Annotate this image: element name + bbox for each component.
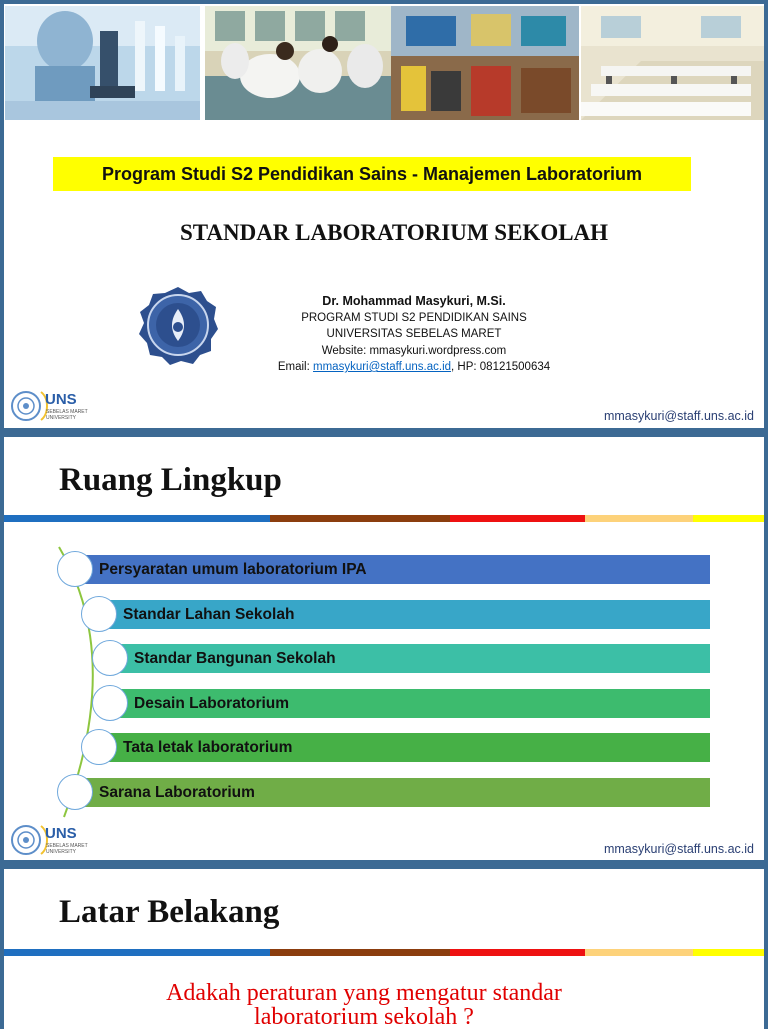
scope-item-3 [111,644,710,673]
scope-item-4 [111,689,710,718]
timeline-node [92,685,128,721]
bar-segment-blue [4,949,270,956]
uns-logo [9,820,89,860]
scope-item-label: Standar Lahan Sekolah [123,605,295,623]
microscope-photo [5,6,200,120]
uns-logo-subtext-2: UNIVERSITY [46,415,77,421]
scope-item-label: Tata letak laboratorium [123,738,293,756]
slide-heading: Latar Belakang [59,894,280,930]
empty-lab-room-photo [581,6,764,120]
footer-email: mmasykuri@staff.uns.ac.id [603,842,754,856]
research-question [4,981,764,1029]
program-name: PROGRAM STUDI S2 PENDIDIKAN SAINS [301,311,527,324]
title-slide [4,4,764,428]
scope-item-label: Desain Laboratorium [134,694,290,712]
slide-heading: Ruang Lingkup [59,462,282,498]
question-line-2: laboratorium sekolah ? [254,1004,474,1029]
timeline-node [57,551,93,587]
university-seal-icon [137,285,219,365]
scope-slide [4,437,764,860]
scope-item-label: Persyaratan umum laboratorium IPA [99,560,367,578]
scope-item-label: Standar Bangunan Sekolah [134,649,336,667]
background-slide [4,869,764,1029]
bar-segment-brown [270,949,450,956]
scope-item-2 [100,600,710,629]
uns-logo-text: UNS [45,391,77,408]
uns-logo-subtext-1: SEBELAS MARET [46,409,88,415]
program-banner: Program Studi S2 Pendidikan Sains - Manajemen Laboratorium [53,157,691,191]
author-info [214,293,614,376]
timeline-node [81,729,117,765]
students-lab-photo [205,6,391,120]
question-line-1: Adakah peraturan yang mengatur standar [166,980,562,1006]
timeline-node [57,774,93,810]
color-divider-bar [4,949,764,956]
website-text: Website: mmasykuri.wordpress.com [321,344,507,357]
bar-segment-peach [585,949,693,956]
scope-item-6 [76,778,710,807]
contact-line [214,359,614,376]
scope-item-5 [100,733,710,762]
scope-item-label: Sarana Laboratorium [99,783,255,801]
uns-logo [9,386,89,426]
timeline-node [81,596,117,632]
uns-logo-subtext-1: SEBELAS MARET [46,843,88,849]
lab-storage-photo [391,6,579,120]
author-name: Dr. Mohammad Masykuri, M.Si. [322,294,506,308]
scope-item-1 [76,555,710,584]
presentation-title: STANDAR LABORATORIUM SEKOLAH [179,220,609,245]
bar-segment-red [450,949,585,956]
footer-email: mmasykuri@staff.uns.ac.id [603,409,754,423]
bar-segment-yellow [693,949,764,956]
uns-logo-subtext-2: UNIVERSITY [46,849,77,855]
email-label: Email: [277,361,314,373]
uns-logo-text: UNS [45,825,77,842]
email-link[interactable]: mmasykuri@staff.uns.ac.id [313,361,452,373]
phone-text: , HP: 08121500634 [451,361,551,373]
university-name: UNIVERSITAS SEBELAS MARET [326,328,502,340]
timeline-node [92,640,128,676]
